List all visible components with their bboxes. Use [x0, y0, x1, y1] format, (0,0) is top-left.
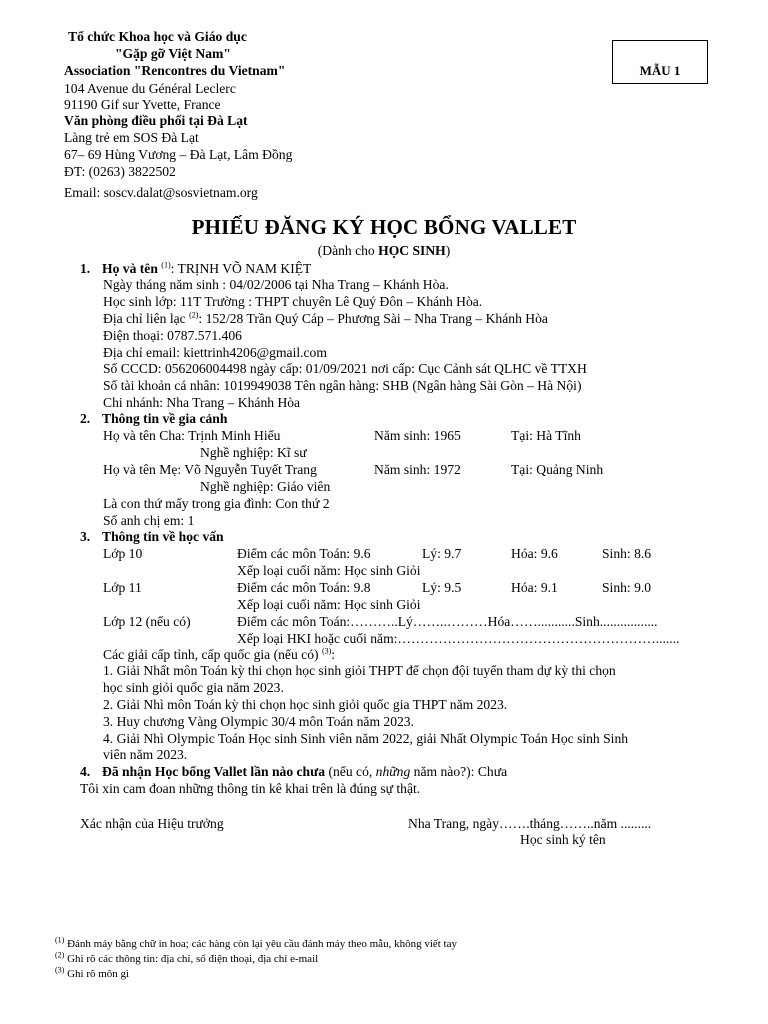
- grade-12-label: Lớp 12 (nếu có): [103, 614, 191, 629]
- grade-11-rank: Xếp loại cuối năm: Học sinh Giỏi: [237, 597, 421, 612]
- subtitle-bold: HỌC SINH: [378, 243, 446, 258]
- grade-11-biology: Sinh: 9.0: [602, 580, 652, 595]
- grade-11-physics: Lý: 9.5: [422, 580, 462, 595]
- section-3-title: Thông tin về học vấn: [102, 529, 224, 544]
- section-1-number: 1.: [80, 261, 91, 276]
- page-subtitle: [0, 242, 768, 259]
- org-fr: Association "Rencontres du Vietnam": [64, 63, 286, 78]
- subtitle-suffix: ): [445, 243, 451, 258]
- award-2: 2. Giải Nhì môn Toán kỳ thi chọn học sinh giỏi quốc gia THPT năm 2023.: [103, 697, 508, 712]
- father-name: Họ và tên Cha: Trịnh Minh Hiếu: [103, 428, 281, 443]
- address-line-2: 91190 Gif sur Yvette, France: [64, 97, 221, 112]
- office-line-1: Làng trẻ em SOS Đà Lạt: [64, 130, 199, 145]
- place-date: Nha Trang, ngày…….tháng……..năm .........: [408, 816, 652, 831]
- school-info: Học sinh lớp: 11T Trường : THPT chuyên Lê Quý Đôn – Khánh Hòa.: [103, 294, 483, 309]
- grade-10-label: Lớp 10: [103, 546, 143, 561]
- address-line-1: 104 Avenue du Général Leclerc: [64, 81, 236, 96]
- grade-12-rank: Xếp loại HKI hoặc cuối năm:………………………………………………….......: [237, 631, 680, 646]
- id-card-info: Số CCCD: 056206004498 ngày cấp: 01/09/2021 nơi cấp: Cục Cảnh sát QLHC về TTXH: [103, 361, 587, 376]
- footnote-2-text: Ghi rõ các thông tin: địa chỉ, số điện thoại, địa chỉ e-mail: [64, 953, 319, 965]
- grade-10-biology: Sinh: 8.6: [602, 546, 652, 561]
- award-1: 1. Giải Nhất môn Toán kỳ thi chọn học sinh giỏi THPT để chọn đội tuyển tham dự kỳ thi chọn: [103, 663, 616, 678]
- section-4-answer: năm nào?): Chưa: [410, 764, 508, 779]
- footnote-1-marker: (1): [55, 935, 65, 945]
- grade-10-math: Điểm các môn Toán: 9.6: [237, 546, 371, 561]
- contact-address-label: Địa chỉ liên lạc: [103, 311, 186, 326]
- office-phone: ĐT: (0263) 3822502: [64, 164, 176, 179]
- student-signature-label: Học sinh ký tên: [520, 832, 606, 847]
- grade-10-rank: Xếp loại cuối năm: Học sinh Giỏi: [237, 563, 421, 578]
- org-vn-name: "Gặp gỡ Việt Nam": [115, 46, 231, 61]
- form-code-box: [612, 40, 708, 84]
- footnote-1: [55, 935, 457, 951]
- section-4-title: Đã nhận Học bổng Vallet lần nào chưa: [102, 764, 326, 779]
- father-occupation: Nghề nghiệp: Kĩ sư: [200, 445, 307, 460]
- section-4-number: 4.: [80, 764, 91, 779]
- commitment-statement: Tôi xin cam đoan những thông tin kê khai trên là đúng sự thật.: [80, 781, 421, 796]
- grade-11-math: Điểm các môn Toán: 9.8: [237, 580, 371, 595]
- mother-birth-place: Tại: Quảng Ninh: [511, 462, 604, 477]
- footnote-3-text: Ghi rõ môn gì: [64, 968, 130, 980]
- mother-name: Họ và tên Mẹ: Võ Nguyễn Tuyết Trang: [103, 462, 317, 477]
- award-4-cont: viên năm 2023.: [103, 747, 188, 762]
- footnote-3-marker: (3): [55, 965, 65, 975]
- child-order: Là con thứ mấy trong gia đình: Con thứ 2: [103, 496, 330, 511]
- award-4: 4. Giải Nhì Olympic Toán Học sinh Sinh viên năm 2022, giải Nhất Olympic Toán Học sinh Sinh: [103, 731, 629, 746]
- grade-11-label: Lớp 11: [103, 580, 142, 595]
- office-line-2: 67– 69 Hùng Vương – Đà Lạt, Lâm Đồng: [64, 147, 293, 162]
- principal-confirmation: Xác nhận của Hiệu trưởng: [80, 816, 224, 831]
- section-3-heading: [80, 528, 224, 545]
- award-3: 3. Huy chương Vàng Olympic 30/4 môn Toán năm 2023.: [103, 714, 415, 729]
- award-1-cont: học sinh giỏi quốc gia năm 2023.: [103, 680, 284, 695]
- contact-address-value: : 152/28 Trần Quý Cáp – Phương Sài – Nha Trang – Khánh Hòa: [198, 311, 548, 326]
- footnote-1-text: Đánh máy bằng chữ in hoa; các hàng còn lại yêu cầu đánh máy theo mẫu, không viết tay: [64, 938, 457, 950]
- phone-info: Điện thoại: 0787.571.406: [103, 328, 242, 343]
- footnote-3: [55, 965, 130, 981]
- section-4-note-italic: những: [375, 764, 411, 779]
- section-2-heading: [80, 410, 227, 427]
- subtitle-prefix: (Dành cho: [317, 243, 379, 258]
- section-4-note-prefix: (nếu có,: [325, 764, 376, 779]
- footnote-ref-1: (1): [161, 260, 171, 270]
- father-birth-year: Năm sinh: 1965: [374, 428, 461, 443]
- page-title: PHIẾU ĐĂNG KÝ HỌC BỔNG VALLET: [191, 215, 577, 239]
- bank-branch-info: Chi nhánh: Nha Trang – Khánh Hòa: [103, 395, 301, 410]
- section-3-number: 3.: [80, 529, 91, 544]
- mother-occupation: Nghề nghiệp: Giáo viên: [200, 479, 331, 494]
- grade-12-scores: Điểm các môn Toán:………..Lý……..………Hóa……...........Sinh.................: [237, 614, 658, 629]
- grade-10-chemistry: Hóa: 9.6: [511, 546, 558, 561]
- section-2-number: 2.: [80, 411, 91, 426]
- student-name: : TRỊNH VÕ NAM KIỆT: [170, 261, 312, 276]
- office-title: Văn phòng điều phối tại Đà Lạt: [64, 113, 248, 128]
- org-vn: Tổ chức Khoa học và Giáo dục: [68, 29, 247, 44]
- awards-heading-text: Các giải cấp tỉnh, cấp quốc gia (nếu có): [103, 647, 319, 662]
- form-code: MẪU 1: [639, 63, 681, 78]
- section-4-heading: [80, 763, 507, 780]
- section-1-title: Họ và tên: [102, 261, 158, 276]
- grade-11-chemistry: Hóa: 9.1: [511, 580, 558, 595]
- awards-colon: :: [331, 647, 336, 662]
- sibling-count: Số anh chị em: 1: [103, 513, 195, 528]
- footnote-ref-3: (3): [321, 646, 332, 656]
- birth-info: Ngày tháng năm sinh : 04/02/2006 tại Nha Trang – Khánh Hòa.: [103, 277, 449, 292]
- awards-heading: [103, 646, 335, 663]
- grade-10-physics: Lý: 9.7: [422, 546, 462, 561]
- office-email: Email: soscv.dalat@sosvietnam.org: [64, 185, 258, 200]
- footnote-ref-2: (2): [189, 310, 199, 320]
- section-1-heading: [80, 260, 311, 277]
- footnote-2-marker: (2): [55, 950, 65, 960]
- contact-address: [103, 310, 548, 327]
- section-2-title: Thông tin về gia cảnh: [102, 411, 228, 426]
- email-info: Địa chỉ email: kiettrinh4206@gmail.com: [103, 345, 327, 360]
- mother-birth-year: Năm sinh: 1972: [374, 462, 461, 477]
- bank-account-info: Số tài khoản cá nhân: 1019949038 Tên ngân hàng: SHB (Ngân hàng Sài Gòn – Hà Nội): [103, 378, 582, 393]
- father-birth-place: Tại: Hà Tĩnh: [511, 428, 581, 443]
- footnote-2: [55, 950, 319, 966]
